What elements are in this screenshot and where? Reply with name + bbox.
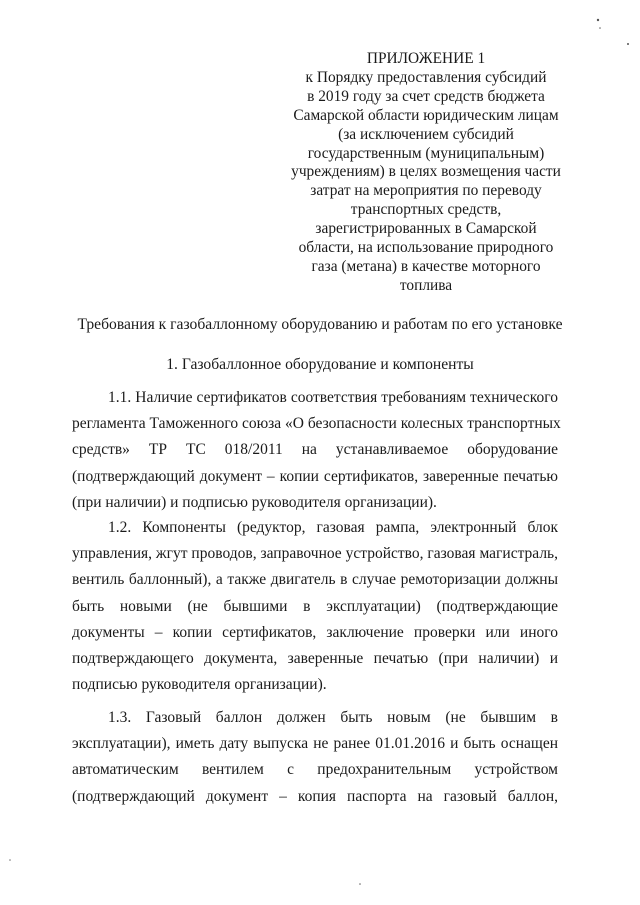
paragraph-line: (подтверждающий документ – копии сертификатов, заверенные печатью	[72, 467, 558, 485]
paragraph-line: эксплуатации), иметь дату выпуска не ранее 01.01.2016 и быть оснащен	[72, 735, 558, 753]
paragraph-line: 1.1. Наличие сертификатов соответствия требованиям технического	[108, 389, 558, 406]
appendix-line: к Порядку предоставления субсидий	[305, 68, 547, 86]
paragraph-1-3	[72, 705, 558, 810]
appendix-line: Самарской области юридическим лицам	[293, 106, 559, 124]
appendix-line: транспортных средств,	[350, 201, 502, 219]
appendix-line: зарегистрированных в Самарской	[315, 220, 537, 238]
document-title: Требования к газобаллонному оборудованию и работам по его установке	[77, 316, 563, 333]
paragraph-line: регламента Таможенного союза «О безопасности колесных транспортных	[72, 415, 561, 433]
appendix-line: (за исключением субсидий	[338, 125, 514, 143]
paragraph-line: быть новыми (не бывшими в эксплуатации) (подтверждающие	[72, 597, 558, 615]
appendix-heading: ПРИЛОЖЕНИЕ 1	[366, 50, 486, 67]
paragraph-line: вентиль баллонный), а также двигатель в случае ремоторизации должны	[72, 571, 558, 589]
appendix-line: в 2019 году за счет средств бюджета	[307, 87, 545, 105]
paragraph-line: управления, жгут проводов, заправочное устройство, газовая магистраль,	[72, 545, 558, 563]
appendix-line: газа (метана) в качестве моторного	[311, 257, 541, 275]
paragraph-1-2	[72, 515, 558, 698]
paragraph-line: средств» ТР ТС 018/2011 на устанавливаемое оборудование	[72, 441, 558, 459]
paragraph-line: 1.2. Компоненты (редуктор, газовая рампа, электронный блок	[108, 519, 558, 536]
paragraph-line: подтверждающего документа, заверенные печатью (при наличии) и	[72, 650, 558, 668]
paragraph-line: (подтверждающий документ – копия паспорта на газовый баллон,	[72, 787, 558, 805]
paragraph-line: (при наличии) и подписью руководителя организации).	[72, 493, 437, 511]
appendix-block	[278, 50, 574, 296]
appendix-line: области, на использование природного	[298, 239, 554, 257]
paragraph-1-1	[72, 385, 561, 516]
appendix-line: государственным (муниципальным)	[307, 144, 545, 162]
paragraph-line: подписью руководителя организации).	[72, 676, 327, 694]
section-title: 1. Газобаллонное оборудование и компоненты	[166, 356, 474, 373]
appendix-line: затрат на мероприятия по переводу	[310, 182, 542, 200]
paragraph-line: автоматическим вентилем с предохранительным устройством	[72, 761, 558, 779]
appendix-line: учреждениям) в целях возмещения части	[291, 163, 561, 181]
appendix-line: топлива	[399, 276, 453, 294]
paragraph-line: документы – копии сертификатов, заключение проверки или иного	[72, 623, 558, 641]
paragraph-line: 1.3. Газовый баллон должен быть новым (не бывшим в	[108, 709, 558, 726]
